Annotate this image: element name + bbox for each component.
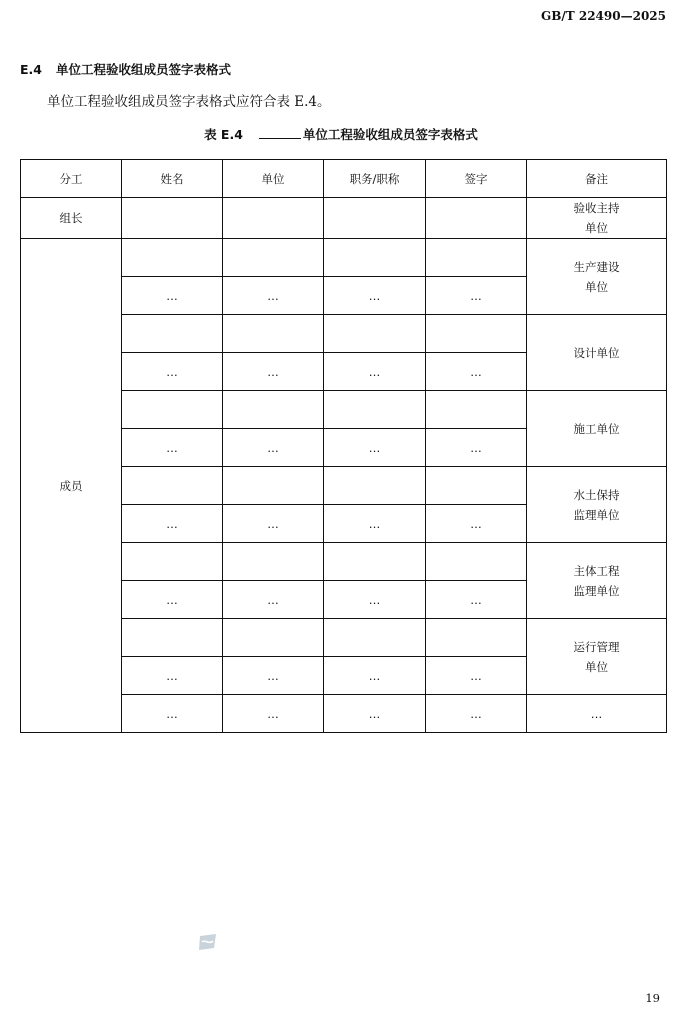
column-header: 分工 <box>21 160 122 198</box>
empty-cell <box>122 239 223 277</box>
empty-cell <box>223 619 324 657</box>
empty-cell <box>122 391 223 429</box>
ellipsis-cell: … <box>223 277 324 315</box>
ellipsis-cell: … <box>223 353 324 391</box>
role-cell-leader: 组长 <box>21 198 122 239</box>
empty-cell <box>122 543 223 581</box>
ellipsis-cell: … <box>223 429 324 467</box>
ellipsis-cell: … <box>122 429 223 467</box>
empty-cell <box>324 391 426 429</box>
empty-cell <box>223 391 324 429</box>
ellipsis-cell: … <box>223 505 324 543</box>
empty-cell <box>426 619 527 657</box>
ellipsis-cell: … <box>426 277 527 315</box>
ellipsis-cell: … <box>426 695 527 733</box>
empty-cell <box>426 543 527 581</box>
table-caption-title: 单位工程验收组成员签字表格式 <box>302 127 478 142</box>
note-line: 监理单位 <box>573 583 620 598</box>
ellipsis-cell: … <box>122 695 223 733</box>
note-line: 验收主持 <box>573 201 620 215</box>
note-line: 水土保持 <box>573 487 620 502</box>
ellipsis-cell: … <box>122 581 223 619</box>
table-caption-label: 表 E.4 <box>204 127 243 142</box>
table-caption <box>0 125 682 143</box>
group-note-cell <box>527 543 667 619</box>
note-line: 监理单位 <box>573 507 620 522</box>
note-line: 单位 <box>585 659 608 674</box>
section-title: 单位工程验收组成员签字表格式 <box>56 62 232 77</box>
role-cell-member: 成员 <box>21 239 122 733</box>
note-line: 单位 <box>585 279 608 294</box>
empty-cell <box>324 315 426 353</box>
table-header-row <box>21 160 667 198</box>
ellipsis-cell: … <box>324 505 426 543</box>
ellipsis-cell: … <box>122 353 223 391</box>
group-note-cell <box>527 239 667 315</box>
ellipsis-cell: … <box>223 657 324 695</box>
intro-paragraph: 单位工程验收组成员签字表格式应符合表 E.4。 <box>47 94 331 110</box>
empty-cell <box>426 239 527 277</box>
signature-table <box>20 159 667 733</box>
note-line: 设计单位 <box>573 345 620 360</box>
sac-logo-icon <box>197 932 219 952</box>
note-line: 生产建设 <box>573 259 620 274</box>
section-number: E.4 <box>20 62 42 77</box>
empty-cell <box>324 543 426 581</box>
ellipsis-cell: … <box>324 277 426 315</box>
empty-cell <box>223 543 324 581</box>
empty-cell <box>122 467 223 505</box>
empty-cell <box>223 315 324 353</box>
group-note-cell <box>527 467 667 543</box>
ellipsis-cell: … <box>324 429 426 467</box>
page-number: 19 <box>645 991 660 1005</box>
ellipsis-cell: … <box>223 695 324 733</box>
empty-cell <box>426 391 527 429</box>
empty-cell <box>426 198 527 239</box>
ellipsis-cell: … <box>324 581 426 619</box>
ellipsis-cell: … <box>426 581 527 619</box>
empty-cell <box>122 315 223 353</box>
group-note-cell <box>527 619 667 695</box>
ellipsis-cell: … <box>426 429 527 467</box>
ellipsis-cell: … <box>324 353 426 391</box>
ellipsis-cell: … <box>324 657 426 695</box>
ellipsis-cell: … <box>223 581 324 619</box>
leader-row <box>21 198 667 239</box>
ellipsis-cell: … <box>122 505 223 543</box>
note-line: 运行管理 <box>573 639 620 654</box>
column-header: 备注 <box>527 160 667 198</box>
group-note-cell <box>527 391 667 467</box>
column-header: 单位 <box>223 160 324 198</box>
group-note-cell <box>527 315 667 391</box>
ellipsis-cell: … <box>426 505 527 543</box>
empty-cell <box>223 198 324 239</box>
empty-cell <box>122 198 223 239</box>
note-line: 单位 <box>585 221 608 235</box>
section-heading <box>20 60 231 78</box>
standard-code: GB/T 22490—2025 <box>540 9 666 23</box>
ellipsis-cell: … <box>122 277 223 315</box>
empty-cell <box>324 239 426 277</box>
empty-cell <box>223 239 324 277</box>
ellipsis-cell: … <box>426 353 527 391</box>
ellipsis-cell: … <box>527 695 667 733</box>
empty-cell <box>324 619 426 657</box>
column-header: 签字 <box>426 160 527 198</box>
ellipsis-cell: … <box>122 657 223 695</box>
leader-note-cell <box>527 198 667 239</box>
column-header: 职务/职称 <box>324 160 426 198</box>
column-header: 姓名 <box>122 160 223 198</box>
ellipsis-cell: … <box>426 657 527 695</box>
empty-cell <box>122 619 223 657</box>
empty-cell <box>324 198 426 239</box>
ellipsis-cell: … <box>324 695 426 733</box>
empty-cell <box>426 467 527 505</box>
note-line: 主体工程 <box>573 563 620 578</box>
empty-cell <box>324 467 426 505</box>
empty-cell <box>426 315 527 353</box>
note-line: 施工单位 <box>573 421 620 436</box>
empty-cell <box>223 467 324 505</box>
table-row <box>21 239 667 277</box>
caption-blank-line <box>259 126 301 139</box>
